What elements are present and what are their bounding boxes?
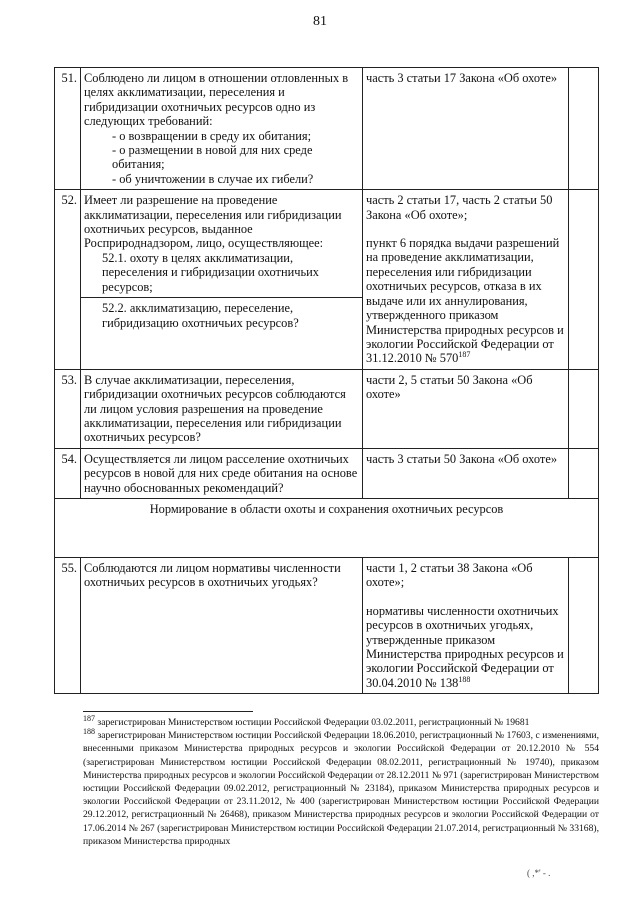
question-option: - о возвращении в среду их обитания; bbox=[112, 128, 312, 143]
table-row bbox=[55, 448, 599, 498]
legal-basis-cell bbox=[363, 557, 569, 693]
sub-question: 52.1. охоту в целях акклиматизации, переселения и гибридизации охотничьих ресурсов; bbox=[102, 250, 319, 294]
question-cell bbox=[81, 68, 363, 190]
checklist-table bbox=[54, 67, 599, 694]
legal-basis-cell: части 2, 5 статьи 50 Закона «Об охоте» bbox=[363, 369, 569, 448]
question-option: - о размещении в новой для них среде обитания; bbox=[112, 143, 313, 172]
sub-question: 52.2. акклиматизацию, переселение, гибридизацию охотничьих ресурсов? bbox=[102, 301, 299, 330]
question-text: Соблюдено ли лицом в отношении отловленных в целях акклиматизации, переселения и гибридизации охотничьих ресурсов одно из следующих требований: bbox=[84, 71, 349, 129]
footnote-187 bbox=[83, 713, 599, 729]
answer-cell bbox=[569, 369, 599, 448]
legal-basis-text: пункт 6 порядка выдачи разрешений на проведение акклиматизации, переселения или гибридизации охотничьих ресурсов, отказа в их выдаче или их аннулирования, утвержденного приказом Министерства природных ресурсов и экологии Российской Федерации от 31.12.2010 № 570 bbox=[366, 236, 564, 366]
legal-basis-text: часть 2 статьи 17, часть 2 статьи 50 Закона «Об охоте»; bbox=[366, 193, 553, 222]
table-row bbox=[55, 369, 599, 448]
table-row bbox=[55, 68, 599, 190]
question-option: - об уничтожении в случае их гибели? bbox=[112, 171, 314, 186]
footnote-mark: 188 bbox=[83, 727, 95, 737]
footnote-ref: 187 bbox=[458, 350, 471, 360]
footnote-ref: 188 bbox=[458, 674, 471, 684]
cell-divider bbox=[81, 297, 362, 298]
section-row bbox=[55, 498, 599, 557]
question-cell: В случае акклиматизации, переселения, гибридизации охотничьих ресурсов соблюдаются ли лицом условия разрешения на проведение акклиматизации, переселения или гибридизации охотничьих ресурсов? bbox=[81, 369, 363, 448]
footnote-188 bbox=[83, 729, 599, 848]
answer-cell bbox=[569, 190, 599, 369]
question-cell: Соблюдаются ли лицом нормативы численности охотничьих ресурсов в охотничьих угодьях? bbox=[81, 557, 363, 693]
row-number: 55. bbox=[55, 557, 81, 693]
answer-cell bbox=[569, 68, 599, 190]
footnote-text: зарегистрирован Министерством юстиции Российской Федерации 18.06.2010, регистрационный № 17603, с изменениями, внесенными приказом Министерства природных ресурсов и экологии Российской Федерации от 20.12.2010 № 554 (зарегистрирован Министерством юстиции Российской Федерации 08.02.2011, регистрационный № 19740), приказом Министерства природных ресурсов и экологии Российской Федерации от 28.12.2011 № 971 (зарегистрирован Министерством юстиции Российской Федерации 09.02.2012, регистрационный № 23184), приказом Министерства природных ресурсов и экологии Российской Федерации от 23.11.2012, № 400 (зарегистрирован Министерством юстиции Российской Федерации 29.12.2012, регистрационный № 26468), приказом Министерства природных ресурсов и экологии Российской Федерации от 17.06.2014 № 267 (зарегистрирован Министерством юстиции Российской Федерации 21.07.2014, регистрационный № 33168), приказом Министерства природных bbox=[83, 730, 599, 847]
footnote-mark: 187 bbox=[83, 713, 95, 723]
question-text: Имеет ли разрешение на проведение акклиматизации, переселения или гибридизации охотничьих ресурсов, выданное Росприроднадзором, лицо, осуществляющее: bbox=[84, 193, 342, 251]
row-number: 51. bbox=[55, 68, 81, 190]
row-number: 52. bbox=[55, 190, 81, 369]
scan-mark: ( ,*' - . bbox=[527, 868, 551, 878]
footnote-divider bbox=[83, 711, 253, 712]
question-cell bbox=[81, 190, 363, 369]
legal-basis-cell bbox=[363, 190, 569, 369]
legal-basis-text: нормативы численности охотничьих ресурсов в охотничьих угодьях, утвержденные приказом Министерства природных ресурсов и экологии Российской Федерации от 30.04.2010 № 138 bbox=[366, 603, 564, 690]
question-cell: Осуществляется ли лицом расселение охотничьих ресурсов в новой для них среде обитания на основе научно обоснованных рекомендаций? bbox=[81, 448, 363, 498]
row-number: 53. bbox=[55, 369, 81, 448]
answer-cell bbox=[569, 448, 599, 498]
table-row bbox=[55, 190, 599, 369]
answer-cell bbox=[569, 557, 599, 693]
page-number: 81 bbox=[313, 14, 327, 29]
table-row bbox=[55, 557, 599, 693]
footnotes bbox=[83, 713, 599, 848]
row-number: 54. bbox=[55, 448, 81, 498]
legal-basis-cell: часть 3 статьи 17 Закона «Об охоте» bbox=[363, 68, 569, 190]
section-title: Нормирование в области охоты и сохранения охотничьих ресурсов bbox=[55, 498, 599, 557]
footnote-text: зарегистрирован Министерством юстиции Российской Федерации 03.02.2011, регистрационный № 19681 bbox=[95, 717, 530, 728]
legal-basis-cell: часть 3 статьи 50 Закона «Об охоте» bbox=[363, 448, 569, 498]
legal-basis-text: части 1, 2 статьи 38 Закона «Об охоте»; bbox=[366, 560, 533, 590]
